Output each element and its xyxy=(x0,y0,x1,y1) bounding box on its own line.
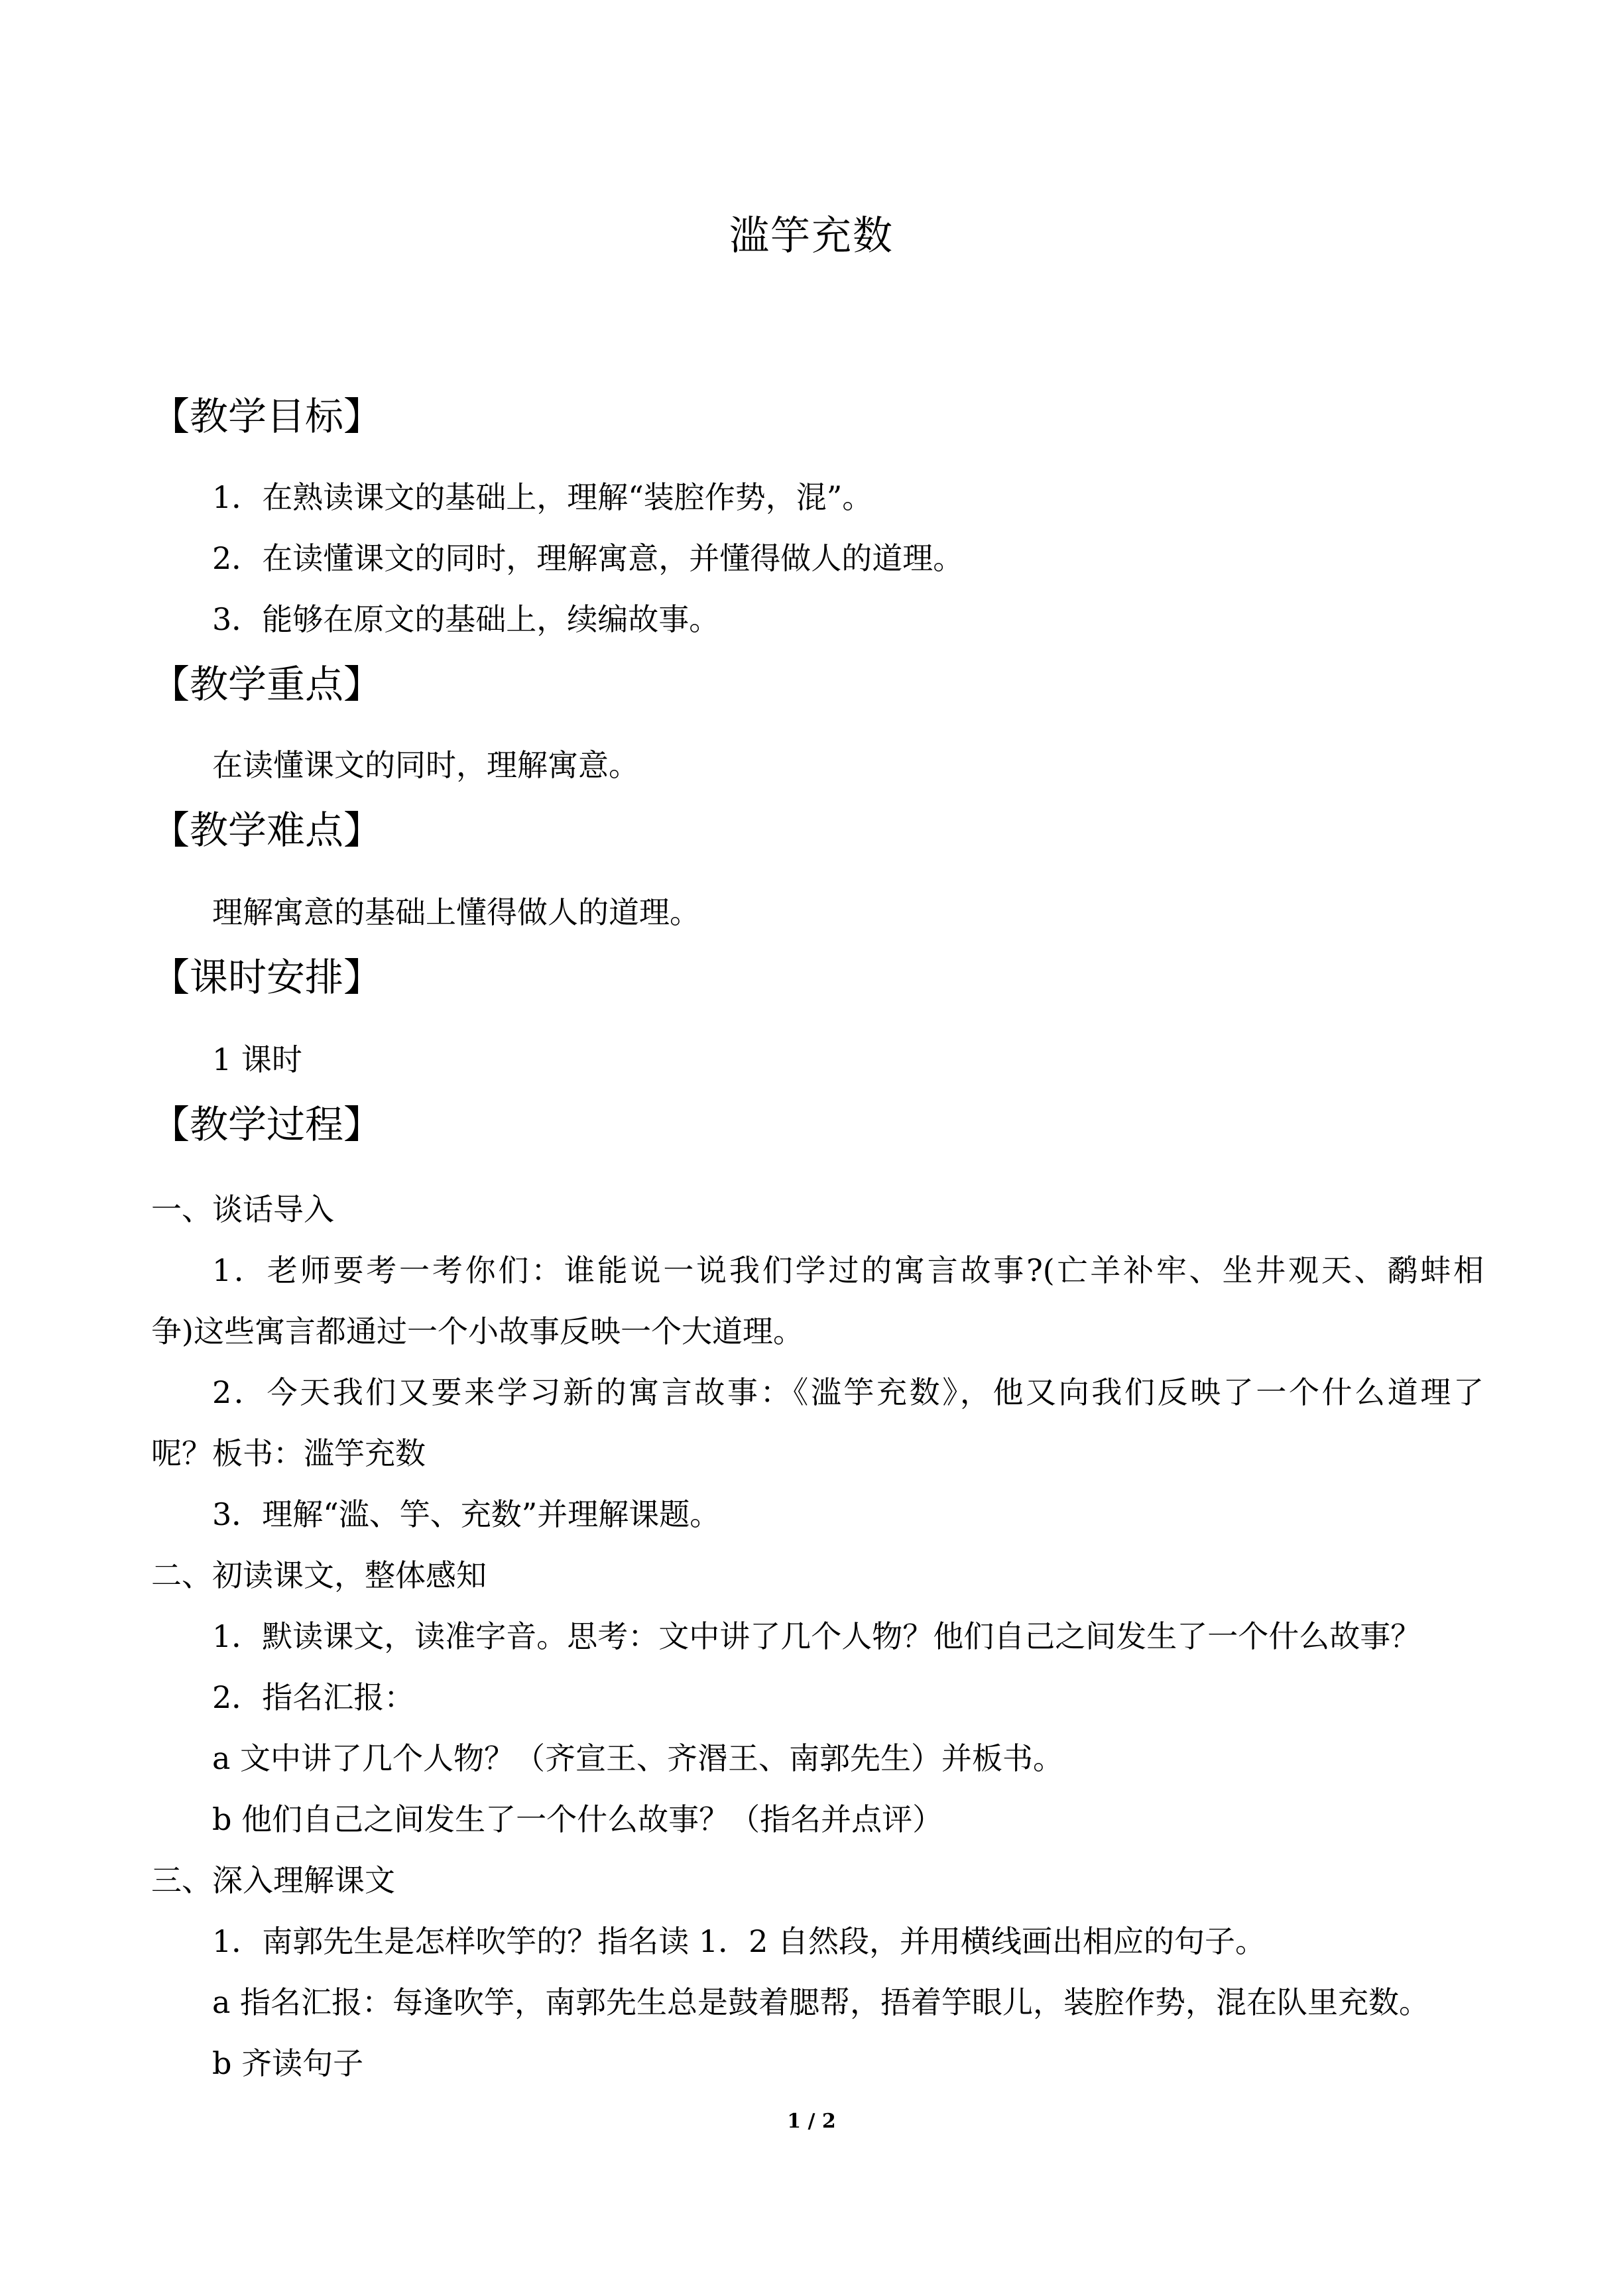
section-3-item-1a: a 指名汇报：每逢吹竽，南郭先生总是鼓着腮帮，捂着竽眼儿，装腔作势，混在队里充数。 xyxy=(212,1984,1430,2020)
page-number: 1 / 2 xyxy=(787,2110,836,2133)
heading-key-points: 【教学重点】 xyxy=(151,662,383,707)
section-2-item-1: 1．默读课文，读准字音。思考：文中讲了几个人物？他们自己之间发生了一个什么故事？ xyxy=(212,1618,1421,1654)
difficulties-text: 理解寓意的基础上懂得做人的道理。 xyxy=(212,894,700,930)
goal-item-2: 2．在读懂课文的同时，理解寓意，并懂得做人的道理。 xyxy=(212,540,964,576)
section-1-item-3: 3．理解“滥、竽、充数”并理解课题。 xyxy=(212,1496,721,1532)
heading-teaching-goals: 【教学目标】 xyxy=(151,394,383,439)
schedule-text: 1 课时 xyxy=(212,1042,302,1077)
goal-item-1: 1．在熟读课文的基础上，理解“装腔作势，混”。 xyxy=(212,479,873,515)
section-2-title: 二、初读课文，整体感知 xyxy=(151,1557,487,1593)
key-points-text: 在读懂课文的同时，理解寓意。 xyxy=(212,747,639,783)
section-3-title: 三、深入理解课文 xyxy=(151,1862,395,1898)
section-2-item-2: 2．指名汇报： xyxy=(212,1679,415,1715)
section-3-item-1b: b 齐读句子 xyxy=(212,2045,364,2081)
section-2-item-2b: b 他们自己之间发生了一个什么故事？（指名并点评） xyxy=(212,1801,943,1837)
section-1-item-1-line-2: 争)这些寓言都通过一个小故事反映一个大道理。 xyxy=(151,1313,804,1349)
section-3-item-1: 1．南郭先生是怎样吹竽的？指名读 1．2 自然段，并用横线画出相应的句子。 xyxy=(212,1923,1266,1959)
section-1-item-2-line-2: 呢？板书：滥竽充数 xyxy=(151,1435,426,1471)
heading-process: 【教学过程】 xyxy=(151,1102,383,1147)
heading-schedule: 【课时安排】 xyxy=(151,955,383,1000)
goal-item-3: 3．能够在原文的基础上，续编故事。 xyxy=(212,601,720,637)
section-1-item-2-line-1: 2．今天我们又要来学习新的寓言故事：《滥竽充数》，他又向我们反映了一个什么道理了 xyxy=(212,1374,1484,1410)
section-2-item-2a: a 文中讲了几个人物？（齐宣王、齐湣王、南郭先生）并板书。 xyxy=(212,1740,1064,1776)
heading-difficulties: 【教学难点】 xyxy=(151,808,383,853)
page-title: 滥竽充数 xyxy=(729,213,894,259)
section-1-title: 一、谈话导入 xyxy=(151,1191,334,1227)
section-1-item-1-line-1: 1．老师要考一考你们：谁能说一说我们学过的寓言故事?(亡羊补牢、坐井观天、鹬蚌相 xyxy=(212,1252,1484,1288)
